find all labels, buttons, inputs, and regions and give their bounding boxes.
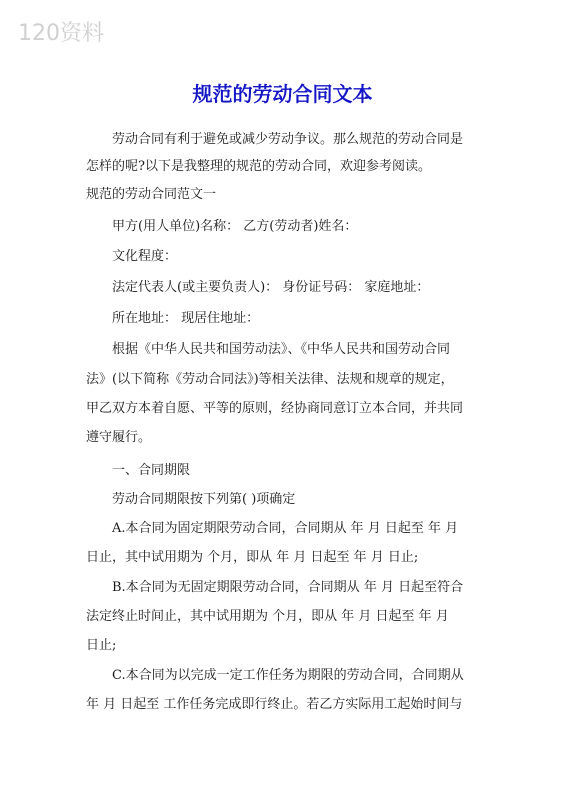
representative-line: 法定代表人(或主要负责人)： 身份证号码： 家庭地址： xyxy=(112,280,430,295)
document-title: 规范的劳动合同文本 xyxy=(192,82,373,106)
option-b-line-2: 法定终止时间止，其中试用期为 个月，即从 年 月 日起至 年 月 xyxy=(86,609,449,624)
option-c-line-1: C.本合同为以完成一定工作任务为期限的劳动合同，合同期从 xyxy=(112,668,464,683)
watermark-text: 120资料 xyxy=(18,21,104,46)
term-selection-line: 劳动合同期限按下列第( )项确定 xyxy=(112,492,296,507)
option-c-line-2: 年 月 日起至 工作任务完成即行终止。若乙方实际用工起始时间与 xyxy=(86,697,463,712)
party-names-line: 甲方(用人单位)名称： 乙方(劳动者)姓名： xyxy=(112,219,358,234)
legal-basis-line-2: 法》(以下简称《劳动合同法》)等相关法律、法规和规章的规定， xyxy=(86,372,454,387)
intro-line-1: 劳动合同有利于避免或减少劳动争议。那么规范的劳动合同是 xyxy=(112,132,464,147)
option-b-line-3: 日止; xyxy=(86,638,117,653)
legal-basis-line-1: 根据《中华人民共和国劳动法》、《中华人民共和国劳动合同 xyxy=(112,342,451,357)
option-a-line-1: A.本合同为固定期限劳动合同，合同期从 年 月 日起至 年 月 xyxy=(112,521,459,536)
legal-basis-line-3: 甲乙双方本着自愿、平等的原则，经协商同意订立本合同，并共同 xyxy=(86,401,464,416)
section-heading-sample-one: 规范的劳动合同范文一 xyxy=(86,187,217,202)
legal-basis-line-4: 遵守履行。 xyxy=(86,430,152,445)
intro-line-2: 怎样的呢?以下是我整理的规范的劳动合同，欢迎参考阅读。 xyxy=(86,159,431,174)
education-line: 文化程度： xyxy=(112,249,178,264)
option-b-line-1: B.本合同为无固定期限劳动合同，合同期从 年 月 日起至符合 xyxy=(112,580,464,595)
option-a-line-2: 日止，其中试用期为 个月，即从 年 月 日起至 年 月 日止; xyxy=(86,550,419,565)
clause-one-heading: 一、合同期限 xyxy=(112,463,191,478)
address-line: 所在地址： 现居住地址： xyxy=(112,311,260,326)
